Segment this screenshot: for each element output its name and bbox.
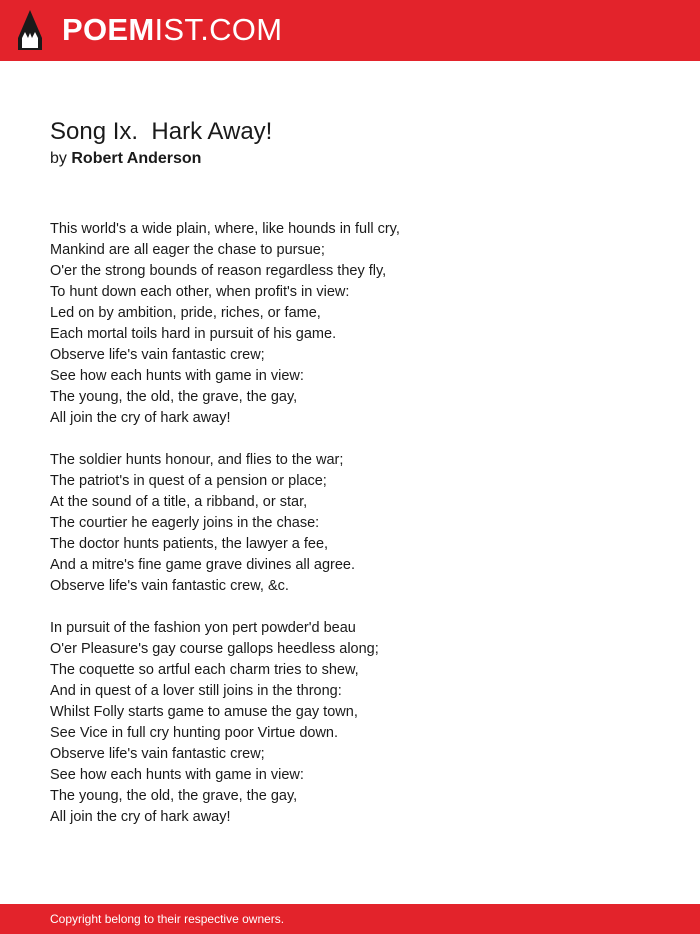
poem-line: All join the cry of hark away!: [50, 809, 231, 825]
poem-line: Whilst Folly starts game to amuse the gay town,: [50, 704, 358, 720]
stanza: [50, 219, 670, 429]
poem-line: The young, the old, the grave, the gay,: [50, 389, 298, 405]
poem-line: The soldier hunts honour, and flies to the war;: [50, 452, 344, 468]
site-logo[interactable]: [62, 11, 282, 49]
poem-title: Song Ix. Hark Away!: [50, 118, 273, 145]
author-name: Robert Anderson: [71, 150, 202, 167]
poem-line: And a mitre's fine game grave divines all agree.: [50, 557, 356, 573]
poem-line: Observe life's vain fantastic crew;: [50, 746, 265, 762]
stanza: [50, 618, 670, 828]
logo-rest-text: IST.COM: [154, 12, 283, 47]
poem-line: And in quest of a lover still joins in the throng:: [50, 683, 342, 699]
pencil-icon: [17, 9, 43, 51]
poem-line: To hunt down each other, when profit's in view:: [50, 284, 350, 300]
poem-line: See how each hunts with game in view:: [50, 767, 304, 783]
poem-line: Observe life's vain fantastic crew, &c.: [50, 578, 289, 594]
site-footer: [0, 904, 700, 934]
copyright-text: Copyright belong to their respective owners.: [50, 912, 285, 926]
by-label: by: [50, 150, 67, 167]
poem-line: Mankind are all eager the chase to pursue;: [50, 242, 325, 258]
poem-line: Observe life's vain fantastic crew;: [50, 347, 265, 363]
logo-bold-text: POEM: [62, 12, 155, 47]
poem-line: Each mortal toils hard in pursuit of his game.: [50, 326, 337, 342]
poem-line: O'er the strong bounds of reason regardless they fly,: [50, 263, 387, 279]
poem-line: This world's a wide plain, where, like hounds in full cry,: [50, 221, 400, 237]
poem-line: The patriot's in quest of a pension or place;: [50, 473, 327, 489]
byline: [50, 149, 201, 169]
poem-line: At the sound of a title, a ribband, or star,: [50, 494, 308, 510]
poem-body: [50, 219, 670, 849]
poem-line: Led on by ambition, pride, riches, or fame,: [50, 305, 321, 321]
poem-line: See Vice in full cry hunting poor Virtue down.: [50, 725, 339, 741]
stanza: [50, 450, 670, 597]
poem-line: O'er Pleasure's gay course gallops heedless along;: [50, 641, 379, 657]
poem-line: See how each hunts with game in view:: [50, 368, 304, 384]
poem-line: All join the cry of hark away!: [50, 410, 231, 426]
site-header: [0, 0, 700, 61]
poem-line: In pursuit of the fashion yon pert powder'd beau: [50, 620, 356, 636]
poem-line: The young, the old, the grave, the gay,: [50, 788, 298, 804]
poem-line: The doctor hunts patients, the lawyer a fee,: [50, 536, 329, 552]
poem-line: The coquette so artful each charm tries to shew,: [50, 662, 359, 678]
poem-line: The courtier he eagerly joins in the chase:: [50, 515, 320, 531]
